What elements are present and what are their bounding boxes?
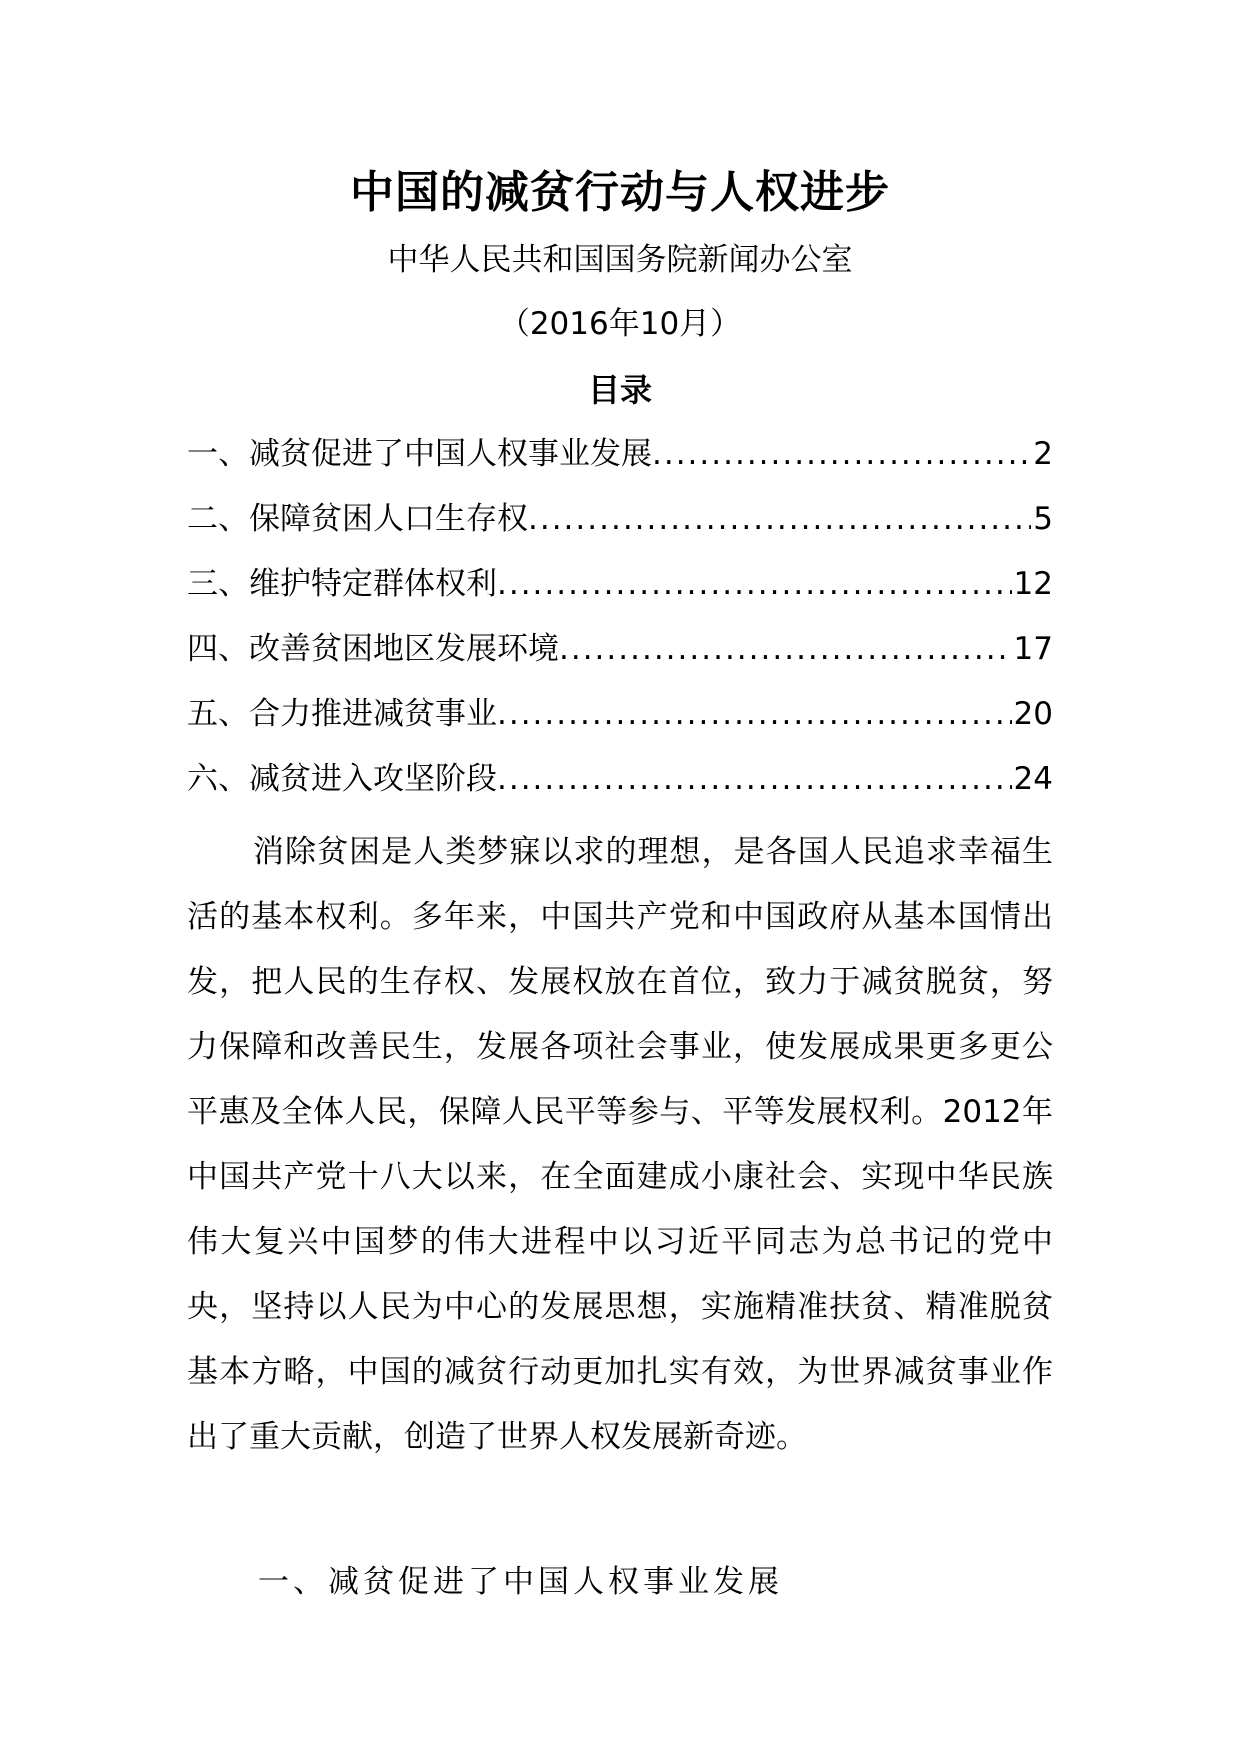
toc-item-label: 三、维护特定群体权利 — [187, 566, 497, 602]
toc-item-label: 二、保障贫困人口生存权 — [187, 501, 528, 537]
toc-item-page: 12 — [1013, 566, 1053, 602]
toc-leader-dots — [497, 562, 1012, 606]
toc-item[interactable] — [187, 757, 1053, 822]
toc-leader-dots — [497, 757, 1012, 801]
document-title: 中国的减贫行动与人权进步 — [350, 167, 890, 218]
toc-item-page: 2 — [1033, 436, 1053, 472]
toc-leader-dots — [652, 432, 1031, 476]
toc-item-page: 20 — [1013, 696, 1053, 732]
section-heading: 一、减贫促进了中国人权事业发展 — [258, 1564, 783, 1600]
toc-item-page: 5 — [1033, 501, 1053, 537]
toc-leader-dots — [497, 692, 1012, 736]
toc-item[interactable] — [187, 692, 1053, 757]
document-issuer: 中华人民共和国国务院新闻办公室 — [387, 242, 853, 278]
table-of-contents — [187, 432, 1053, 822]
toc-item[interactable] — [187, 432, 1053, 497]
toc-item-page: 24 — [1013, 761, 1053, 797]
toc-leader-dots — [559, 627, 1012, 671]
toc-item[interactable] — [187, 497, 1053, 562]
toc-item[interactable] — [187, 562, 1053, 627]
toc-item-page: 17 — [1013, 631, 1053, 667]
toc-item-label: 六、减贫进入攻坚阶段 — [187, 761, 497, 797]
toc-item-label: 四、改善贫困地区发展环境 — [187, 631, 559, 667]
intro-paragraph: 消除贫困是人类梦寐以求的理想，是各国人民追求幸福生活的基本权利。多年来，中国共产党和中国政府从基本国情出发，把人民的生存权、发展权放在首位，致力于减贫脱贫，努力保障和改善民生，发展各项社会事业，使发展成果更多更公平惠及全体人民，保障人民平等参与、平等发展权利。2012年中国共产党十八大以来，在全面建成小康社会、实现中华民族伟大复兴中国梦的伟大进程中以习近平同志为总书记的党中央，坚持以人民为中心的发展思想，实施精准扶贫、精准脱贫基本方略，中国的减贫行动更加扎实有效，为世界减贫事业作出了重大贡献，创造了世界人权发展新奇迹。 — [187, 834, 1053, 1455]
toc-item-label: 五、合力推进减贫事业 — [187, 696, 497, 732]
toc-item-label: 一、减贫促进了中国人权事业发展 — [187, 436, 652, 472]
document-date: （2016年10月） — [498, 306, 742, 342]
toc-leader-dots — [528, 497, 1031, 541]
toc-item[interactable] — [187, 627, 1053, 692]
toc-heading: 目录 — [587, 371, 652, 409]
